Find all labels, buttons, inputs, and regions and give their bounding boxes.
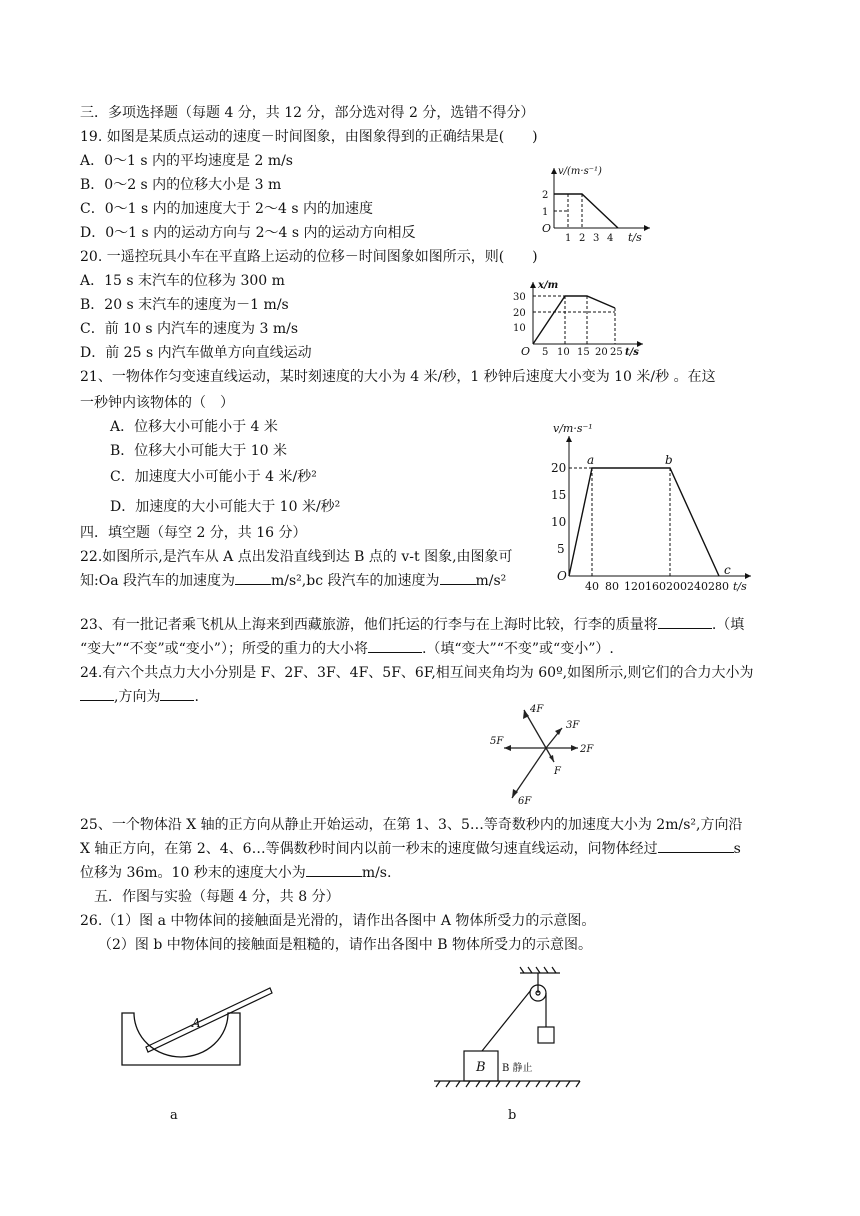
q22-graph-ytick: 10	[551, 515, 567, 529]
q19-graph-origin: O	[542, 222, 552, 235]
q22-text: 知:Oa 段汽车的加速度为	[80, 573, 235, 589]
q25-text: 位移为 36m。10 秒末的速度大小为	[80, 865, 306, 881]
q22-vt-graph	[545, 418, 760, 593]
q20-graph-xtick: 15	[577, 347, 590, 358]
q20-graph-xlabel: t/s	[625, 347, 639, 358]
q22-point-a: a	[587, 453, 595, 467]
q19-option-d: D．0～1 s 内的运动方向与 2～4 s 内的运动方向相反	[80, 225, 416, 241]
q19-graph-ylabel: v/(m·s⁻¹)	[558, 166, 602, 177]
force-label-6f: 6F	[518, 796, 532, 807]
q21-stem-2: 一秒钟内该物体的（ ）	[80, 395, 234, 411]
q22-graph-origin: O	[557, 569, 567, 583]
q23-line-2	[80, 640, 614, 658]
q20-xt-graph	[505, 276, 650, 358]
q20-graph-origin: O	[521, 345, 531, 358]
section-5-heading: 五．作图与实验（每题 4 分，共 8 分）	[94, 889, 340, 905]
q22-graph-ytick: 20	[551, 461, 567, 475]
q22-graph-xtick: 120	[624, 580, 645, 593]
force-label-5f: 5F	[490, 736, 504, 747]
q23-text: “变大”“不变”或“变小”）；所受的重力的大小将	[80, 641, 368, 657]
q26-line-1: 26.（1）图 a 中物体间的接触面是光滑的，请作出各图中 A 物体所受力的示意图。	[80, 913, 596, 929]
q24-line-2	[80, 688, 199, 706]
q19-option-c: C．0～1 s 内的加速度大于 2～4 s 内的加速度	[80, 201, 373, 217]
q22-point-b: b	[665, 453, 673, 467]
q22-graph-xtick: 40	[585, 580, 599, 593]
q22-graph-ytick: 5	[557, 542, 565, 556]
q20-graph-xtick: 5	[542, 347, 549, 358]
q20-graph-xtick: 25	[610, 347, 623, 358]
q25-answer-blank-1[interactable]	[658, 852, 734, 853]
force-label-2f: 2F	[580, 744, 594, 755]
q22-graph-ylabel: v/m·s⁻¹	[553, 422, 593, 435]
q24-answer-blank-1[interactable]	[80, 700, 114, 701]
q24-force-diagram	[482, 700, 612, 810]
figure-b-pulley	[430, 965, 605, 1095]
q23-text: 23、有一批记者乘飞机从上海来到西藏旅游，他们托运的行李与在上海时比较，行李的质量将	[80, 617, 658, 633]
q19-graph-xlabel: t/s	[628, 231, 642, 242]
q22-graph-xtick: 200	[666, 580, 687, 593]
q22-point-c: c	[724, 563, 731, 577]
q20-graph-ylabel: x/m	[538, 280, 559, 291]
q24-text: ,方向为	[114, 689, 161, 705]
q20-graph-ytick: 10	[513, 323, 526, 334]
q22-answer-blank-2[interactable]	[440, 584, 476, 585]
q19-option-b: B．0～2 s 内的位移大小是 3 m	[80, 177, 282, 193]
force-label-3f: 3F	[566, 720, 580, 731]
q20-graph-ytick: 20	[513, 308, 526, 319]
q19-graph-ytick: 2	[542, 190, 549, 201]
q23-line-1	[80, 616, 744, 634]
section-4-heading: 四．填空题（每空 2 分，共 16 分）	[80, 525, 307, 541]
force-label-f: F	[554, 766, 561, 777]
q20-option-a: A．15 s 末汽车的位移为 300 m	[80, 273, 285, 289]
q22-line-1: 22.如图所示,是汽车从 A 点出发沿直线到达 B 点的 v-t 图象,由图象可	[80, 549, 513, 565]
q25-line-1: 25、一个物体沿 X 轴的正方向从静止开始运动，在第 1、3、5…等奇数秒内的加速度大小为 2m/s²,方向沿	[80, 817, 743, 833]
figure-b-caption: b	[508, 1108, 517, 1123]
q19-stem: 19. 如图是某质点运动的速度－时间图象，由图象得到的正确结果是( )	[80, 129, 538, 145]
q22-text: m/s²	[475, 573, 507, 589]
q19-option-a: A．0～1 s 内的平均速度是 2 m/s	[80, 153, 293, 169]
q25-line-3	[80, 864, 391, 882]
q22-graph-xlabel: t/s	[733, 580, 747, 593]
q25-line-2	[80, 840, 741, 858]
figure-b-note: B 静止	[502, 1063, 533, 1074]
q24-text: .	[194, 689, 199, 705]
q21-option-b: B．位移大小可能大于 10 米	[110, 443, 288, 459]
q25-text: X 轴正方向，在第 2、4、6…等偶数秒时间内以前一秒末的速度做匀速直线运动，问物体经过	[80, 841, 658, 857]
q22-graph-xtick: 80	[605, 580, 619, 593]
q21-option-c: C．加速度大小可能小于 4 米/秒²	[110, 469, 317, 485]
q19-vt-graph	[530, 160, 660, 242]
q25-text: m/s.	[361, 865, 392, 881]
figure-a-caption: a	[170, 1108, 178, 1123]
q23-answer-blank-2[interactable]	[368, 652, 422, 653]
q22-graph-xtick: 280	[708, 580, 729, 593]
q20-graph-xtick: 10	[557, 347, 570, 358]
q23-answer-blank-1[interactable]	[658, 628, 712, 629]
q23-text: .（填“变大”“不变”或“变小”）.	[421, 641, 614, 657]
section-3-heading: 三．多项选择题（每题 4 分，共 12 分，部分选对得 2 分，选错不得分）	[80, 105, 535, 121]
q19-graph-xtick: 1	[565, 233, 572, 242]
q24-answer-blank-2[interactable]	[160, 700, 194, 701]
q22-text: m/s²,bc 段汽车的加速度为	[271, 573, 440, 589]
q20-option-c: C．前 10 s 内汽车的速度为 3 m/s	[80, 321, 299, 337]
figure-a-bowl-rod	[112, 985, 282, 1075]
q20-stem: 20. 一遥控玩具小车在平直路上运动的位移－时间图象如图所示，则( )	[80, 249, 538, 265]
q21-option-d: D．加速度的大小可能大于 10 米/秒²	[110, 499, 341, 515]
q19-graph-xtick: 4	[607, 233, 614, 242]
figure-a-label-a: A	[192, 1016, 201, 1030]
q22-graph-xtick: 160	[645, 580, 666, 593]
q22-graph-xtick: 240	[687, 580, 708, 593]
q23-text: .（填	[711, 617, 745, 633]
q19-graph-xtick: 3	[593, 233, 600, 242]
q19-graph-ytick: 1	[542, 207, 549, 218]
q25-answer-blank-2[interactable]	[306, 876, 362, 877]
q20-graph-xtick: 20	[595, 347, 608, 358]
force-label-4f: 4F	[530, 704, 544, 715]
q22-graph-ytick: 15	[551, 488, 567, 502]
q21-option-a: A．位移大小可能小于 4 米	[110, 419, 278, 435]
figure-b-label-b: B	[476, 1060, 486, 1075]
q25-text: s	[733, 841, 741, 857]
q20-option-d: D．前 25 s 内汽车做单方向直线运动	[80, 345, 312, 361]
q24-line-1: 24.有六个共点力大小分别是 F、2F、3F、4F、5F、6F,相互间夹角均为 60º,如图所示,则它们的合力大小为	[80, 665, 754, 681]
q26-line-2: （2）图 b 中物体间的接触面是粗糙的，请作出各图中 B 物体所受力的示意图。	[98, 937, 592, 953]
q22-answer-blank-1[interactable]	[235, 584, 271, 585]
q20-option-b: B．20 s 末汽车的速度为－1 m/s	[80, 297, 289, 313]
q22-line-2	[80, 572, 506, 590]
q19-graph-xtick: 2	[579, 233, 586, 242]
q20-graph-ytick: 30	[513, 292, 526, 303]
q21-stem-1: 21、一物体作匀变速直线运动，某时刻速度的大小为 4 米/秒，1 秒钟后速度大小变为 10 米/秒 。在这	[80, 369, 716, 385]
